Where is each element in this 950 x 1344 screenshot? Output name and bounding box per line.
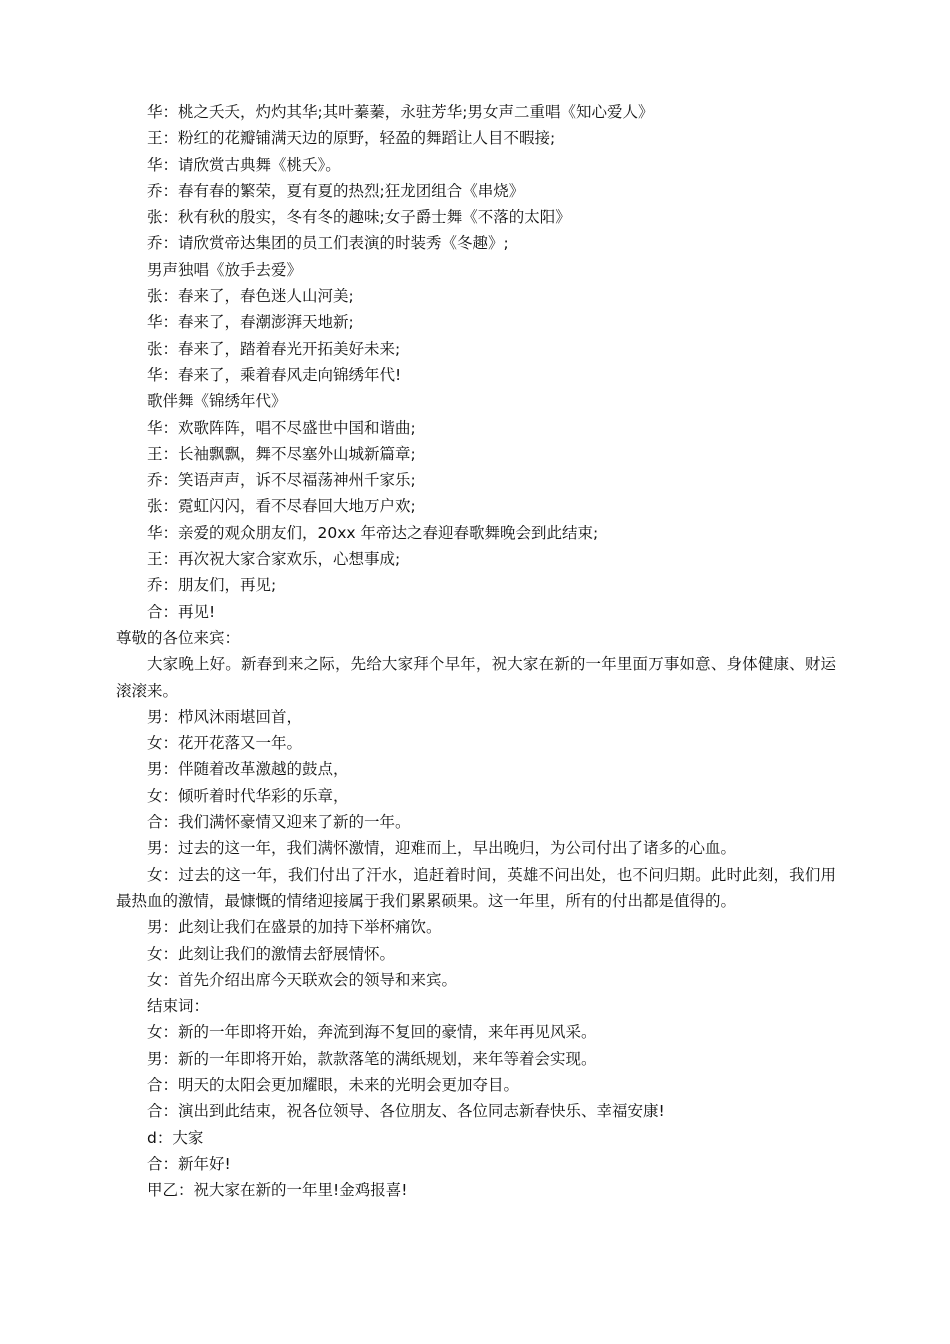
program-title: 歌伴舞《锦绣年代》: [147, 392, 287, 411]
script-line: 乔：春有春的繁荣，夏有夏的热烈;狂龙团组合《串烧》: [147, 181, 525, 200]
script-line: 男：过去的这一年，我们满怀激情，迎难而上，早出晚归，为公司付出了诸多的心血。: [147, 839, 737, 858]
script-line: 王：长袖飘飘，舞不尽塞外山城新篇章;: [147, 444, 416, 463]
script-line: 华：亲爱的观众朋友们，20xx 年帝达之春迎春歌舞晚会到此结束;: [147, 523, 599, 542]
script-line: 合：新年好!: [147, 1154, 231, 1173]
script-line: 男：栉风沐雨堪回首，: [147, 707, 303, 726]
script-line: 王：粉红的花瓣铺满天边的原野，轻盈的舞蹈让人目不暇接;: [147, 129, 556, 148]
program-title: 男声独唱《放手去爱》: [147, 260, 303, 279]
script-line: 合：演出到此结束，祝各位领导、各位朋友、各位同志新春快乐、幸福安康!: [147, 1102, 665, 1121]
script-line: 华：欢歌阵阵，唱不尽盛世中国和谐曲;: [147, 418, 416, 437]
script-line: 女：新的一年即将开始，奔流到海不复回的豪情，来年再见风采。: [147, 1023, 597, 1042]
opening-paragraph: 大家晚上好。新春到来之际，先给大家拜个早年，祝大家在新的一年里面万事如意、身体健康、财运滚滚来。: [116, 655, 836, 700]
script-line: 乔：朋友们，再见;: [147, 576, 277, 595]
script-line: 女：花开花落又一年。: [147, 734, 303, 753]
script-line: 合：再见!: [147, 602, 216, 621]
script-line: 华：请欣赏古典舞《桃夭》。: [147, 155, 341, 174]
closing-heading: 结束词：: [147, 997, 210, 1016]
script-line: d：大家: [147, 1128, 204, 1147]
script-line: 女：倾听着时代华彩的乐章，: [147, 786, 349, 805]
script-line: 女：首先介绍出席今天联欢会的领导和来宾。: [147, 970, 458, 989]
greeting-heading: 尊敬的各位来宾：: [116, 628, 241, 647]
script-line: 华：春来了，春潮澎湃天地新;: [147, 313, 354, 332]
female-paragraph: 女：过去的这一年，我们付出了汗水，追赶着时间，英雄不问出处，也不问归期。此时此刻，我们用最热血的激情，最慷慨的情绪迎接属于我们累累硕果。这一年里，所有的付出都是值得的。: [116, 865, 836, 910]
script-line: 张：春来了，春色迷人山河美;: [147, 287, 354, 306]
script-line: 女：此刻让我们的激情去舒展情怀。: [147, 944, 396, 963]
script-line: 合：明天的太阳会更加耀眼，未来的光明会更加夺目。: [147, 1075, 520, 1094]
script-line: 张：霓虹闪闪，看不尽春回大地万户欢;: [147, 497, 416, 516]
script-line: 合：我们满怀豪情又迎来了新的一年。: [147, 813, 411, 832]
script-line: 华：桃之夭夭，灼灼其华;其叶蓁蓁，永驻芳华;男女声二重唱《知心爱人》: [147, 103, 654, 121]
script-line: 张：春来了，踏着春光开拓美好未来;: [147, 339, 401, 358]
script-line: 男：此刻让我们在盛景的加持下举杯痛饮。: [147, 918, 442, 937]
script-line: 乔：笑语声声，诉不尽福荡神州千家乐;: [147, 471, 416, 490]
script-line: 男：新的一年即将开始，款款落笔的满纸规划，来年等着会实现。: [147, 1049, 597, 1068]
script-line: 王：再次祝大家合家欢乐，心想事成;: [147, 550, 401, 569]
script-line: 张：秋有秋的殷实，冬有冬的趣味;女子爵士舞《不落的太阳》: [147, 208, 571, 227]
script-line: 甲乙：祝大家在新的一年里!金鸡报喜!: [147, 1181, 408, 1200]
document-body: [116, 99, 836, 1203]
script-line: 男：伴随着改革激越的鼓点，: [147, 760, 349, 779]
script-line: 乔：请欣赏帝达集团的员工们表演的时装秀《冬趣》;: [147, 234, 509, 253]
script-line: 华：春来了，乘着春风走向锦绣年代!: [147, 365, 402, 384]
